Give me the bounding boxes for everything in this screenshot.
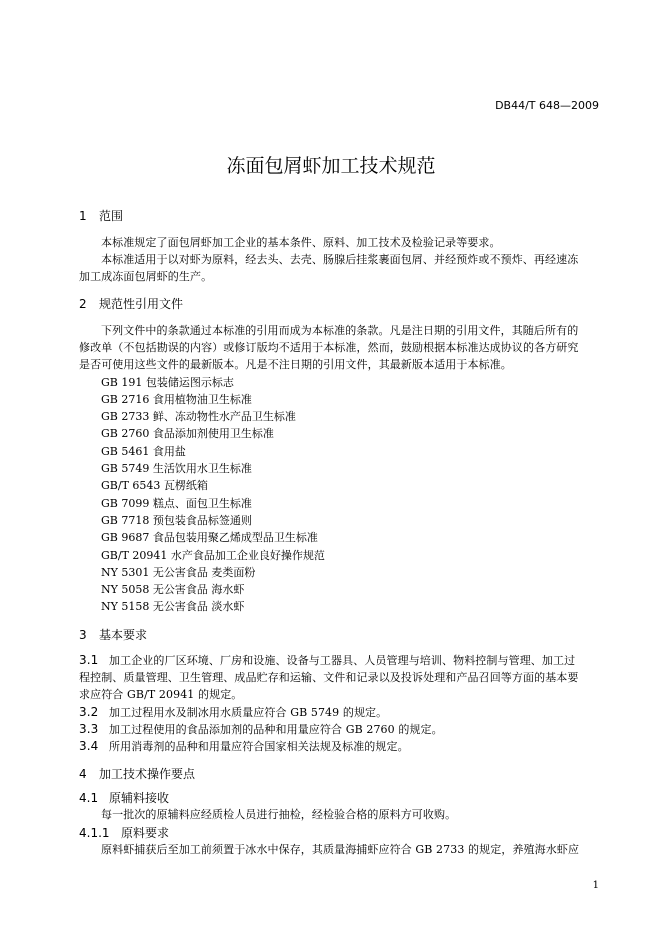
section-3-heading xyxy=(79,626,147,643)
reference-item: GB 9687 食品包装用聚乙烯成型品卫生标准 xyxy=(101,531,318,544)
reference-item: GB 2716 食用植物油卫生标准 xyxy=(101,393,252,406)
subsection-4-1-heading xyxy=(79,789,169,806)
paragraph: 本标准规定了面包屑虾加工企业的基本条件、原料、加工技术及检验记录等要求。 xyxy=(101,236,501,249)
section-number: 2 xyxy=(79,297,87,311)
clause-text: 加工过程使用的食品添加剂的品种和用量应符合 GB 2760 的规定。 xyxy=(109,723,443,736)
section-number: 1 xyxy=(79,209,87,223)
subsection-title: 原辅料接收 xyxy=(109,791,170,805)
paragraph: 原料虾捕获后至加工前须置于冰水中保存，其质量海捕虾应符合 GB 2733 的规定，养殖海水虾应 xyxy=(101,843,580,856)
clause-number: 3.3 xyxy=(79,722,99,736)
clause-text: 所用消毒剂的品种和用量应符合国家相关法规及标准的规定。 xyxy=(109,740,409,753)
standard-code: DB44/T 648—2009 xyxy=(495,99,599,112)
page-number: 1 xyxy=(592,880,599,891)
paragraph: 程控制、质量管理、卫生管理、成品贮存和运输、文件和记录以及投诉处理和产品召回等方面的基本要 xyxy=(79,671,579,684)
clause-number: 3.1 xyxy=(79,653,99,667)
reference-item: GB 2733 鲜、冻动物性水产品卫生标准 xyxy=(101,410,296,423)
reference-item: GB 7099 糕点、面包卫生标准 xyxy=(101,497,252,510)
reference-item: GB 191 包装储运图示标志 xyxy=(101,376,234,389)
reference-item: GB/T 6543 瓦楞纸箱 xyxy=(101,479,208,492)
subsection-number: 4.1.1 xyxy=(79,826,110,840)
clause-3-1 xyxy=(79,652,575,668)
paragraph: 每一批次的原辅料应经质检人员进行抽检，经检验合格的原料方可收购。 xyxy=(101,808,457,821)
clause-3-4 xyxy=(79,738,409,754)
section-title: 加工技术操作要点 xyxy=(99,767,196,781)
reference-item: GB/T 20941 水产食品加工企业良好操作规范 xyxy=(101,549,325,562)
section-4-heading xyxy=(79,765,195,782)
paragraph: 修改单（不包括勘误的内容）或修订版均不适用于本标准，然而，鼓励根据本标准达成协议的各方研究 xyxy=(79,341,579,354)
reference-item: GB 5749 生活饮用水卫生标准 xyxy=(101,462,252,475)
reference-item: GB 7718 预包装食品标签通则 xyxy=(101,514,252,527)
reference-item: GB 2760 食品添加剂使用卫生标准 xyxy=(101,427,274,440)
clause-number: 3.4 xyxy=(79,739,99,753)
clause-3-2 xyxy=(79,704,387,720)
paragraph: 下列文件中的条款通过本标准的引用而成为本标准的条款。凡是注日期的引用文件，其随后所有的 xyxy=(101,324,579,337)
clause-text: 加工企业的厂区环境、厂房和设施、设备与工器具、人员管理与培训、物料控制与管理、加工过 xyxy=(109,654,576,667)
reference-item: NY 5158 无公害食品 淡水虾 xyxy=(101,600,245,613)
paragraph: 加工成冻面包屑虾的生产。 xyxy=(79,270,213,283)
document-title: 冻面包屑虾加工技术规范 xyxy=(226,155,436,177)
section-title: 范围 xyxy=(99,209,124,223)
clause-number: 3.2 xyxy=(79,705,99,719)
subsection-4-1-1-heading xyxy=(79,824,169,841)
reference-item: GB 5461 食用盐 xyxy=(101,445,186,458)
clause-3-3 xyxy=(79,721,443,737)
paragraph: 本标准适用于以对虾为原料，经去头、去壳、肠腺后挂浆裹面包屑、并经预炸或不预炸、再经速冻 xyxy=(101,253,579,266)
section-title: 基本要求 xyxy=(99,628,148,642)
subsection-number: 4.1 xyxy=(79,791,99,805)
section-title: 规范性引用文件 xyxy=(99,297,184,311)
section-2-heading xyxy=(79,295,183,312)
subsection-title: 原料要求 xyxy=(121,826,170,840)
section-number: 4 xyxy=(79,767,87,781)
reference-item: NY 5058 无公害食品 海水虾 xyxy=(101,583,245,596)
reference-item: NY 5301 无公害食品 麦类面粉 xyxy=(101,566,256,579)
clause-text: 加工过程用水及制冰用水质量应符合 GB 5749 的规定。 xyxy=(109,706,388,719)
section-number: 3 xyxy=(79,628,87,642)
section-1-heading xyxy=(79,207,123,224)
paragraph: 求应符合 GB/T 20941 的规定。 xyxy=(79,688,243,701)
paragraph: 是否可使用这些文件的最新版本。凡是不注日期的引用文件，其最新版本适用于本标准。 xyxy=(79,358,512,371)
